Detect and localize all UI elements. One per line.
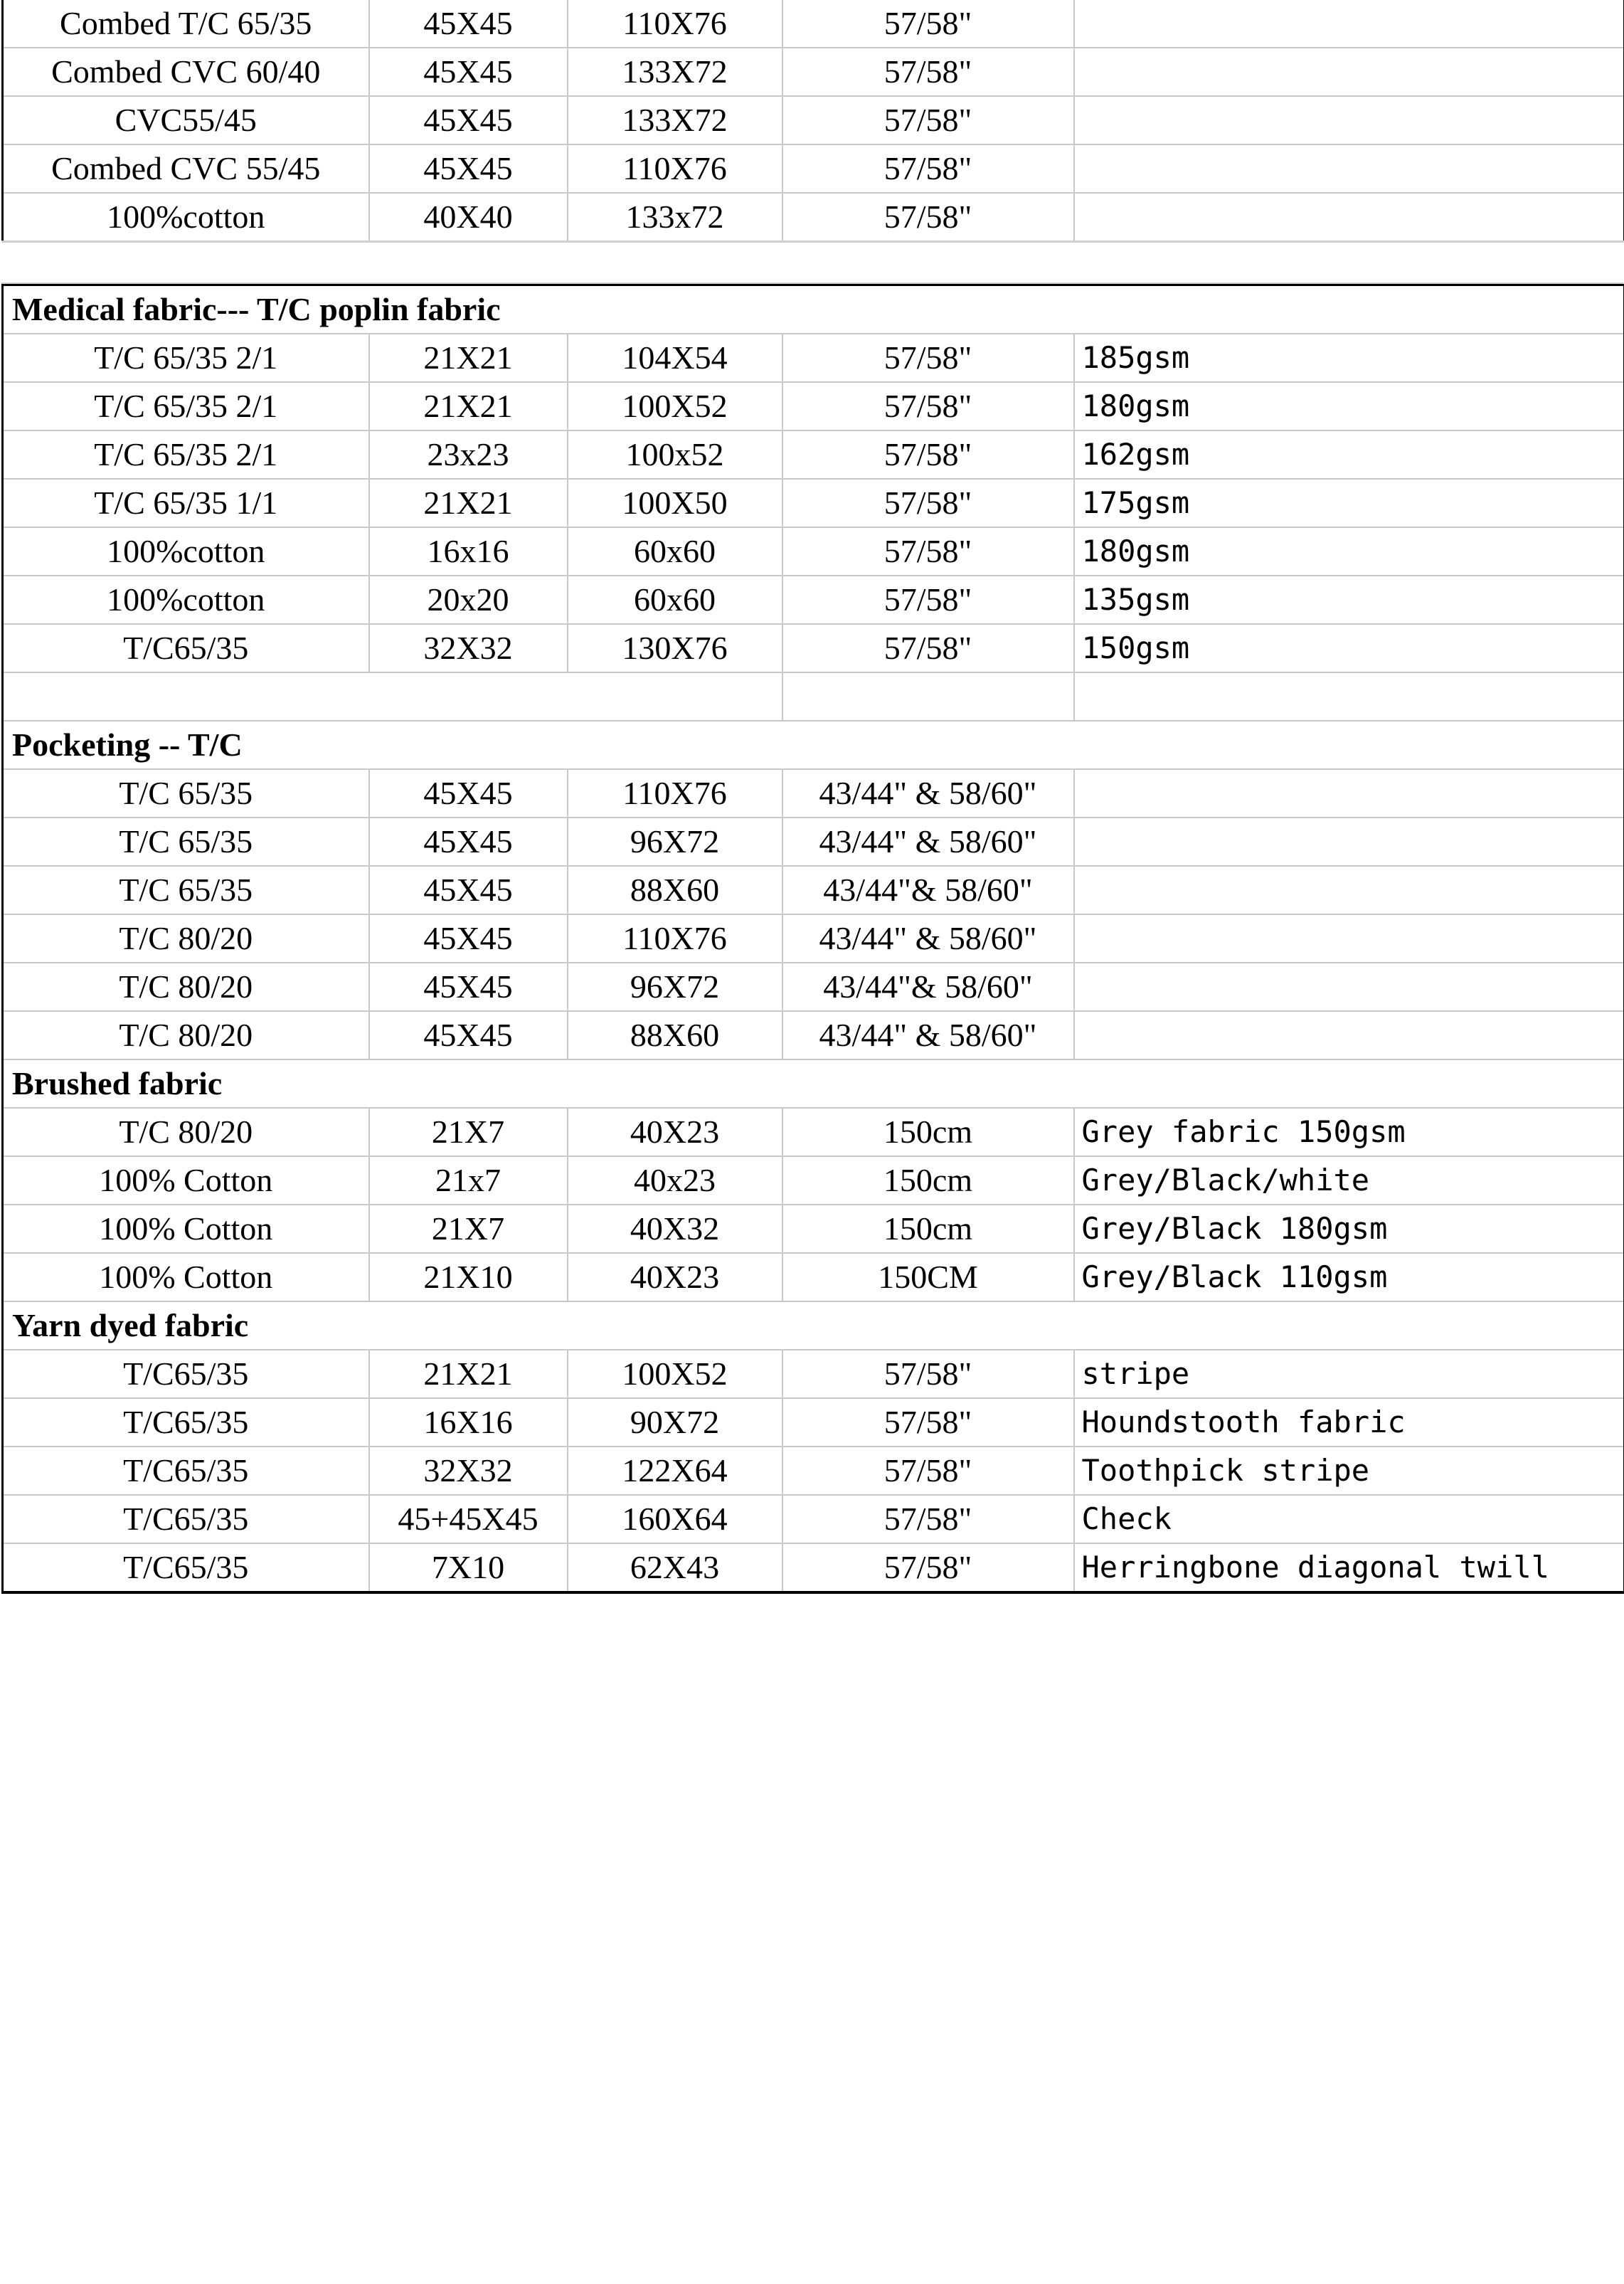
density-cell: 133X72: [568, 96, 782, 144]
fabric-name-cell: Combed CVC 55/45: [3, 144, 369, 193]
width-cell: 43/44" & 58/60": [782, 914, 1074, 963]
density-cell: 100X52: [568, 382, 782, 430]
section-header-row: [3, 1301, 1624, 1350]
table-row: [3, 1011, 1624, 1059]
empty-cell: [782, 672, 1074, 721]
density-cell: 100X50: [568, 479, 782, 527]
note-cell: Herringbone diagonal twill: [1074, 1543, 1624, 1592]
yarn-count-cell: 32X32: [369, 1447, 568, 1495]
fabric-name-cell: T/C 80/20: [3, 1108, 369, 1156]
yarn-count-cell: 45X45: [369, 866, 568, 914]
table-row: [3, 382, 1624, 430]
yarn-count-cell: 45X45: [369, 96, 568, 144]
note-cell: 135gsm: [1074, 576, 1624, 624]
density-cell: 122X64: [568, 1447, 782, 1495]
width-cell: 57/58": [782, 576, 1074, 624]
table-row: [3, 96, 1624, 144]
section-title: Yarn dyed fabric: [3, 1301, 1624, 1350]
table-row: [3, 576, 1624, 624]
density-cell: 104X54: [568, 334, 782, 382]
width-cell: 57/58": [782, 0, 1074, 48]
density-cell: 160X64: [568, 1495, 782, 1543]
yarn-count-cell: 45+45X45: [369, 1495, 568, 1543]
density-cell: 96X72: [568, 818, 782, 866]
section-header-row: [3, 1059, 1624, 1108]
density-cell: 40X23: [568, 1108, 782, 1156]
density-cell: 110X76: [568, 0, 782, 48]
yarn-count-cell: 21x7: [369, 1156, 568, 1205]
note-cell: 180gsm: [1074, 527, 1624, 576]
note-cell: Grey/Black/white: [1074, 1156, 1624, 1205]
width-cell: 150cm: [782, 1205, 1074, 1253]
yarn-count-cell: 21X10: [369, 1253, 568, 1301]
fabric-name-cell: T/C 65/35: [3, 769, 369, 818]
fabric-name-cell: T/C 65/35 2/1: [3, 382, 369, 430]
fabric-name-cell: Combed CVC 60/40: [3, 48, 369, 96]
table-row: [3, 1156, 1624, 1205]
fabric-name-cell: T/C 80/20: [3, 914, 369, 963]
width-cell: 57/58": [782, 48, 1074, 96]
note-cell: [1074, 144, 1624, 193]
width-cell: 57/58": [782, 1398, 1074, 1447]
note-cell: [1074, 914, 1624, 963]
table-row: [3, 818, 1624, 866]
width-cell: 57/58": [782, 193, 1074, 242]
table-row: [3, 1205, 1624, 1253]
width-cell: 57/58": [782, 624, 1074, 672]
note-cell: [1074, 193, 1624, 242]
note-cell: [1074, 866, 1624, 914]
density-cell: 40X23: [568, 1253, 782, 1301]
width-cell: 57/58": [782, 382, 1074, 430]
density-cell: 90X72: [568, 1398, 782, 1447]
note-cell: 150gsm: [1074, 624, 1624, 672]
note-cell: Grey fabric 150gsm: [1074, 1108, 1624, 1156]
fabric-table-main: [1, 284, 1624, 1594]
note-cell: 162gsm: [1074, 430, 1624, 479]
table-row: [3, 430, 1624, 479]
table-row: [3, 624, 1624, 672]
width-cell: 43/44" & 58/60": [782, 769, 1074, 818]
section-title: Medical fabric--- T/C poplin fabric: [3, 285, 1624, 334]
density-cell: 100X52: [568, 1350, 782, 1398]
density-cell: 110X76: [568, 914, 782, 963]
table-row: [3, 527, 1624, 576]
density-cell: 100x52: [568, 430, 782, 479]
table-row: [3, 1543, 1624, 1592]
table-row: [3, 1253, 1624, 1301]
fabric-name-cell: T/C65/35: [3, 1447, 369, 1495]
section-header-row: [3, 285, 1624, 334]
fabric-name-cell: T/C 65/35: [3, 818, 369, 866]
density-cell: 133X72: [568, 48, 782, 96]
note-cell: [1074, 48, 1624, 96]
fabric-name-cell: T/C65/35: [3, 1543, 369, 1592]
fabric-name-cell: CVC55/45: [3, 96, 369, 144]
fabric-name-cell: 100% Cotton: [3, 1253, 369, 1301]
width-cell: 57/58": [782, 1350, 1074, 1398]
section-header-row: [3, 721, 1624, 769]
density-cell: 110X76: [568, 769, 782, 818]
table-row: [3, 866, 1624, 914]
empty-cell: [3, 672, 782, 721]
note-cell: Grey/Black 110gsm: [1074, 1253, 1624, 1301]
fabric-name-cell: T/C65/35: [3, 1350, 369, 1398]
note-cell: Check: [1074, 1495, 1624, 1543]
table-row: [3, 334, 1624, 382]
fabric-name-cell: 100%cotton: [3, 193, 369, 242]
table-row: [3, 769, 1624, 818]
table-row: [3, 914, 1624, 963]
note-cell: Houndstooth fabric: [1074, 1398, 1624, 1447]
fabric-name-cell: T/C 80/20: [3, 963, 369, 1011]
empty-row: [3, 672, 1624, 721]
width-cell: 57/58": [782, 1447, 1074, 1495]
table-row: [3, 144, 1624, 193]
yarn-count-cell: 21X21: [369, 334, 568, 382]
note-cell: 185gsm: [1074, 334, 1624, 382]
yarn-count-cell: 45X45: [369, 48, 568, 96]
density-cell: 88X60: [568, 1011, 782, 1059]
fabric-name-cell: T/C 65/35 2/1: [3, 430, 369, 479]
fabric-name-cell: Combed T/C 65/35: [3, 0, 369, 48]
fabric-name-cell: 100% Cotton: [3, 1205, 369, 1253]
note-cell: 175gsm: [1074, 479, 1624, 527]
yarn-count-cell: 45X45: [369, 963, 568, 1011]
width-cell: 57/58": [782, 334, 1074, 382]
section-rows: [3, 285, 1624, 1593]
table-row: [3, 479, 1624, 527]
density-cell: 130X76: [568, 624, 782, 672]
width-cell: 43/44"& 58/60": [782, 866, 1074, 914]
width-cell: 57/58": [782, 479, 1074, 527]
width-cell: 57/58": [782, 430, 1074, 479]
width-cell: 57/58": [782, 1495, 1074, 1543]
note-cell: stripe: [1074, 1350, 1624, 1398]
section-title: Pocketing -- T/C: [3, 721, 1624, 769]
table-row: [3, 1350, 1624, 1398]
table-row: [3, 48, 1624, 96]
fabric-name-cell: T/C65/35: [3, 1495, 369, 1543]
width-cell: 43/44" & 58/60": [782, 1011, 1074, 1059]
note-cell: Toothpick stripe: [1074, 1447, 1624, 1495]
note-cell: Grey/Black 180gsm: [1074, 1205, 1624, 1253]
fabric-spec-sheet: [1, 0, 1623, 1594]
note-cell: [1074, 96, 1624, 144]
density-cell: 40X32: [568, 1205, 782, 1253]
fabric-name-cell: T/C65/35: [3, 1398, 369, 1447]
section-title: Brushed fabric: [3, 1059, 1624, 1108]
fabric-name-cell: 100%cotton: [3, 576, 369, 624]
table-row: [3, 1398, 1624, 1447]
yarn-count-cell: 40X40: [369, 193, 568, 242]
density-cell: 96X72: [568, 963, 782, 1011]
yarn-count-cell: 32X32: [369, 624, 568, 672]
yarn-count-cell: 45X45: [369, 914, 568, 963]
fabric-name-cell: T/C 65/35 1/1: [3, 479, 369, 527]
yarn-count-cell: 45X45: [369, 769, 568, 818]
note-cell: [1074, 1011, 1624, 1059]
spacer-row: [1, 243, 1623, 283]
fabric-name-cell: T/C 65/35 2/1: [3, 334, 369, 382]
yarn-count-cell: 23x23: [369, 430, 568, 479]
fabric-table-top: [1, 0, 1624, 243]
note-cell: [1074, 963, 1624, 1011]
yarn-count-cell: 20x20: [369, 576, 568, 624]
yarn-count-cell: 45X45: [369, 818, 568, 866]
table-row: [3, 1447, 1624, 1495]
density-cell: 133x72: [568, 193, 782, 242]
fabric-name-cell: T/C 65/35: [3, 866, 369, 914]
width-cell: 43/44"& 58/60": [782, 963, 1074, 1011]
yarn-count-cell: 45X45: [369, 144, 568, 193]
width-cell: 150cm: [782, 1108, 1074, 1156]
yarn-count-cell: 21X7: [369, 1108, 568, 1156]
table-row: [3, 0, 1624, 48]
yarn-count-cell: 7X10: [369, 1543, 568, 1592]
fabric-name-cell: T/C 80/20: [3, 1011, 369, 1059]
yarn-count-cell: 21X21: [369, 479, 568, 527]
width-cell: 57/58": [782, 144, 1074, 193]
table-row: [3, 963, 1624, 1011]
yarn-count-cell: 45X45: [369, 1011, 568, 1059]
fabric-name-cell: 100%cotton: [3, 527, 369, 576]
fabric-name-cell: T/C65/35: [3, 624, 369, 672]
density-cell: 40x23: [568, 1156, 782, 1205]
yarn-count-cell: 21X21: [369, 382, 568, 430]
density-cell: 62X43: [568, 1543, 782, 1592]
yarn-count-cell: 21X21: [369, 1350, 568, 1398]
table-row: [3, 193, 1624, 242]
empty-cell: [1074, 672, 1624, 721]
density-cell: 88X60: [568, 866, 782, 914]
width-cell: 57/58": [782, 1543, 1074, 1592]
fabric-name-cell: 100% Cotton: [3, 1156, 369, 1205]
table-row: [3, 1495, 1624, 1543]
width-cell: 57/58": [782, 96, 1074, 144]
top-rows: [3, 0, 1624, 242]
table-row: [3, 1108, 1624, 1156]
yarn-count-cell: 21X7: [369, 1205, 568, 1253]
fabric-table-gap: [1, 243, 1623, 284]
yarn-count-cell: 45X45: [369, 0, 568, 48]
note-cell: [1074, 0, 1624, 48]
width-cell: 43/44" & 58/60": [782, 818, 1074, 866]
note-cell: [1074, 769, 1624, 818]
yarn-count-cell: 16X16: [369, 1398, 568, 1447]
density-cell: 60x60: [568, 576, 782, 624]
note-cell: 180gsm: [1074, 382, 1624, 430]
density-cell: 60x60: [568, 527, 782, 576]
yarn-count-cell: 16x16: [369, 527, 568, 576]
width-cell: 150cm: [782, 1156, 1074, 1205]
note-cell: [1074, 818, 1624, 866]
width-cell: 57/58": [782, 527, 1074, 576]
density-cell: 110X76: [568, 144, 782, 193]
width-cell: 150CM: [782, 1253, 1074, 1301]
